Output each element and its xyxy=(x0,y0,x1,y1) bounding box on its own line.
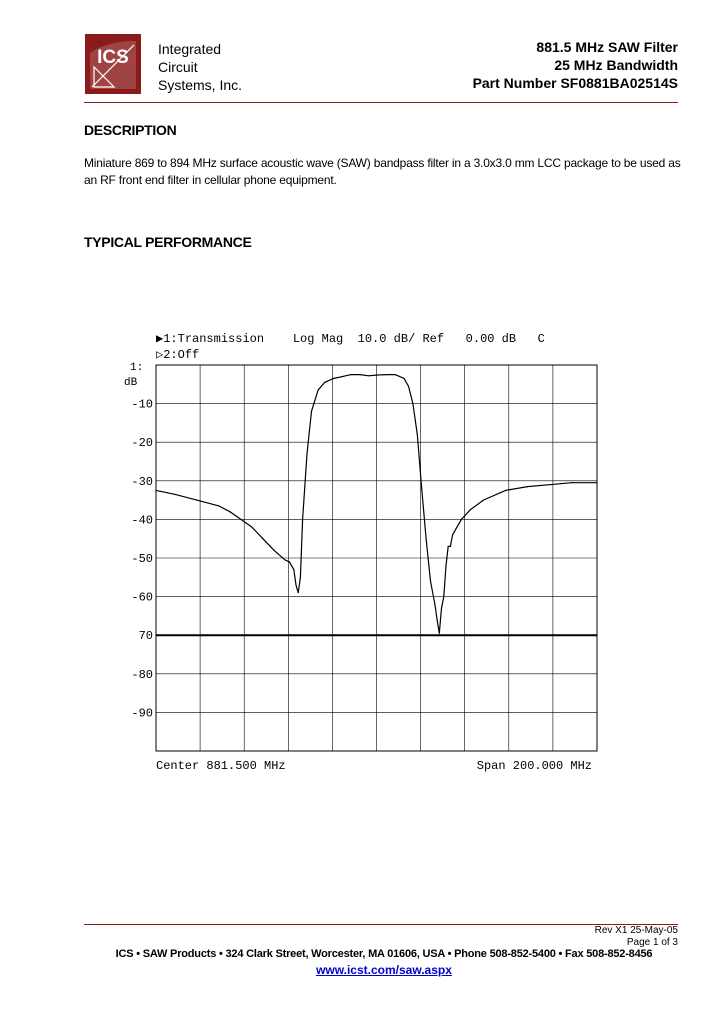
data-point xyxy=(421,488,422,489)
data-point xyxy=(289,561,290,562)
product-header xyxy=(473,38,678,92)
data-point xyxy=(417,434,418,435)
company-line-3: Systems, Inc. xyxy=(158,77,243,93)
footer-contact-line: ICS • SAW Products • 324 Clark Street, Worcester, MA 01606, USA • Phone 508-852-5400 • Fax 508-852-8456 xyxy=(115,948,653,960)
y-tick-label: -20 xyxy=(131,436,153,451)
product-bandwidth: 25 MHz Bandwidth xyxy=(554,57,678,73)
revision-text: Rev X1 25-May-05 xyxy=(594,925,678,936)
y-tick-label: -50 xyxy=(131,552,153,566)
data-point xyxy=(395,374,396,375)
data-point xyxy=(483,500,484,501)
company-name xyxy=(158,40,242,94)
description-heading: DESCRIPTION xyxy=(84,122,177,138)
trace-marker-label: 1: xyxy=(130,362,144,374)
data-point xyxy=(359,374,360,375)
data-point xyxy=(452,534,453,535)
data-point xyxy=(300,577,301,578)
data-point xyxy=(196,500,197,501)
x-span-label: Span 200.000 MHz xyxy=(476,759,592,773)
data-point xyxy=(439,633,440,634)
data-point xyxy=(295,584,296,585)
data-point xyxy=(333,378,334,379)
ics-logo xyxy=(84,33,142,95)
logo-text: ICS xyxy=(97,47,129,68)
y-tick-label: -80 xyxy=(131,667,153,682)
company-line-1: Integrated xyxy=(158,41,222,57)
data-point xyxy=(470,509,471,510)
data-point xyxy=(174,494,175,495)
performance-heading: TYPICAL PERFORMANCE xyxy=(84,234,252,250)
company-line-2: Circuit xyxy=(158,59,198,75)
data-point xyxy=(412,403,413,404)
data-point xyxy=(461,519,462,520)
data-point xyxy=(441,608,442,609)
data-point xyxy=(284,559,285,560)
data-point xyxy=(596,482,597,483)
data-point xyxy=(311,411,312,412)
data-point xyxy=(549,484,550,485)
data-point xyxy=(240,519,241,520)
transmission-chart xyxy=(110,320,610,780)
y-tick-label: -10 xyxy=(131,397,153,412)
data-point xyxy=(426,538,427,539)
part-number: Part Number SF0881BA02514S xyxy=(472,75,678,91)
data-point xyxy=(218,505,219,506)
data-point xyxy=(505,490,506,491)
header-rule xyxy=(84,102,678,103)
y-tick-label: -40 xyxy=(131,513,153,528)
data-point xyxy=(317,389,318,390)
data-point xyxy=(155,490,156,491)
data-point xyxy=(342,376,343,377)
data-point xyxy=(443,596,444,597)
x-center-label: Center 881.500 MHz xyxy=(156,759,286,773)
data-point xyxy=(306,453,307,454)
data-point xyxy=(229,511,230,512)
data-point xyxy=(302,519,303,520)
y-tick-label: 70 xyxy=(138,629,153,644)
chart-header-trace2: ▷2:Off xyxy=(156,348,200,362)
y-tick-label: -90 xyxy=(131,706,153,721)
data-point xyxy=(448,546,449,547)
description-text: Miniature 869 to 894 MHz surface acoustic wave (SAW) bandpass filter in a 3.0x3.0 mm LCC package to be used as an RF front end filter in cellular phone equipment. xyxy=(84,156,681,187)
data-point xyxy=(445,565,446,566)
y-unit-label: dB xyxy=(124,377,138,389)
y-tick-label: -60 xyxy=(131,590,153,605)
chart-header-trace1: ▶1:Transmission Log Mag 10.0 dB/ Ref 0.00 dB C xyxy=(156,332,545,346)
data-point xyxy=(434,604,435,605)
data-point xyxy=(430,581,431,582)
data-point xyxy=(437,619,438,620)
data-point xyxy=(386,374,387,375)
data-point xyxy=(324,382,325,383)
data-point xyxy=(351,374,352,375)
data-point xyxy=(450,546,451,547)
data-point xyxy=(368,375,369,376)
data-point xyxy=(456,527,457,528)
data-point xyxy=(262,538,263,539)
data-point xyxy=(408,386,409,387)
product-title: 881.5 MHz SAW Filter xyxy=(536,39,678,55)
data-point xyxy=(571,482,572,483)
footer-rule xyxy=(84,924,678,925)
y-tick-label: -30 xyxy=(131,474,153,489)
website-link[interactable]: www.icst.com/saw.aspx xyxy=(316,963,452,977)
page-number: Page 1 of 3 xyxy=(626,937,678,948)
data-point xyxy=(251,527,252,528)
y-tick-labels xyxy=(131,398,153,721)
data-point xyxy=(377,374,378,375)
data-point xyxy=(293,569,294,570)
chart-grid xyxy=(156,365,597,751)
data-point xyxy=(273,550,274,551)
data-point xyxy=(403,378,404,379)
data-point xyxy=(527,486,528,487)
data-point xyxy=(298,592,299,593)
